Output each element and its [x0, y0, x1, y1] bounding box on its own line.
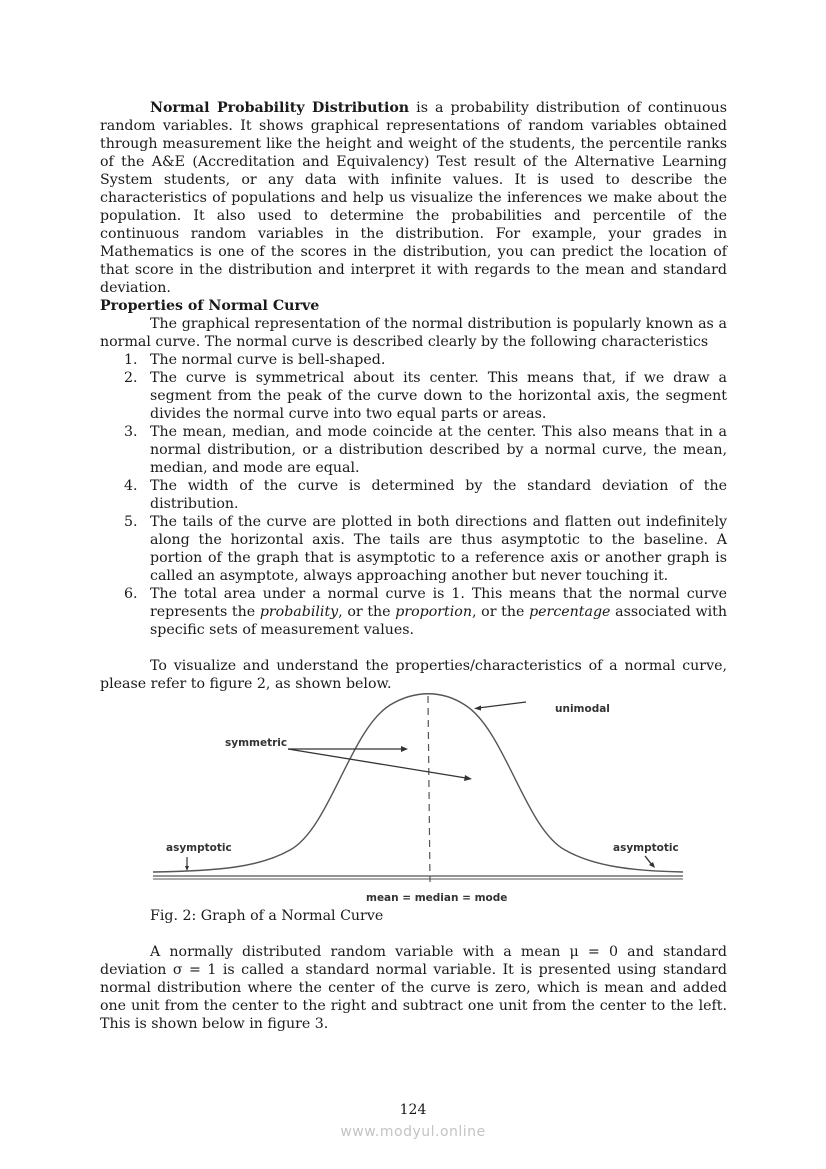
- figure-caption: Fig. 2: Graph of a Normal Curve: [150, 908, 384, 924]
- page-number: 124: [399, 1102, 427, 1118]
- intro-text: is a probability distribution of continuous random variables. It shows graphical representations of random variables obtained through measurement like the height and weight of the students, the percentile ranks of the A&E (Accreditation and Equivalency) Test result of the Alternative Learning System students, or any data with infinite values. It is used to describe the characteristics of populations and help us visualize the inferences we make about the population. It also used to determine the probabilities and percentile of the continuous random variables in the distribution. For example, your grades in Mathematics is one of the scores in the distribution, you can predict the location of that score in the distribution and interpret it with regards to the mean and standard deviation.: [100, 100, 727, 296]
- visualize-paragraph: To visualize and understand the properties/characteristics of a normal curve, please refer to figure 2, as shown below.: [100, 658, 727, 692]
- list-item: 5. The tails of the curve are plotted in both directions and flatten out indefinitely along the horizontal axis. The tails are thus asymptotic to the baseline. A portion of the graph that is asymptotic to a reference axis or another graph is called an asymptote, always approaching another but never touching it.: [124, 514, 727, 584]
- standard-normal-section: [100, 943, 727, 1033]
- list-item: 1. The normal curve is bell-shaped.: [124, 352, 386, 368]
- section-heading: Properties of Normal Curve: [100, 298, 320, 314]
- center-dashed-line: [428, 696, 430, 882]
- label-asymptotic-right: asymptotic: [613, 842, 679, 854]
- symmetric-arrow-2: [288, 749, 466, 778]
- intro-paragraph: [100, 99, 727, 297]
- list-item: 2. The curve is symmetrical about its center. This means that, if we draw a segment from the peak of the curve down to the horizontal axis, the segment divides the normal curve into two equal parts or areas.: [124, 370, 727, 422]
- label-center: mean = median = mode: [366, 892, 508, 904]
- list-item: 3. The mean, median, and mode coincide at the center. This also means that in a normal distribution, or a distribution described by a normal curve, the mean, median, and mode are equal.: [124, 424, 727, 476]
- bell-curve: [153, 694, 683, 872]
- label-unimodal: unimodal: [555, 703, 610, 715]
- watermark: www.modyul.online: [340, 1124, 486, 1140]
- normal-curve-figure: [150, 690, 690, 910]
- properties-list: [100, 351, 727, 639]
- label-symmetric: symmetric: [225, 737, 288, 749]
- standard-normal-paragraph: A normally distributed random variable with a mean μ = 0 and standard deviation σ = 1 is called a standard normal variable. It is presented using standard normal distribution where the center of the curve is zero, which is mean and added one unit from the center to the right and subtract one unit from the center to the left. This is shown below in figure 3.: [100, 944, 727, 1032]
- properties-lead: The graphical representation of the normal distribution is popularly known as a normal curve. The normal curve is described clearly by the following characteristics: [100, 316, 727, 350]
- page-body: [100, 99, 727, 693]
- intro-term: Normal Probability Distribution: [150, 100, 410, 116]
- unimodal-arrow: [478, 702, 526, 708]
- list-item: 4. The width of the curve is determined by the standard deviation of the distribution.: [124, 478, 727, 512]
- label-asymptotic-left: asymptotic: [166, 842, 232, 854]
- list-item: 6. The total area under a normal curve is 1. This means that the normal curve represents the probability, or the proportion, or the percentage associated with specific sets of measurement values.: [124, 586, 727, 638]
